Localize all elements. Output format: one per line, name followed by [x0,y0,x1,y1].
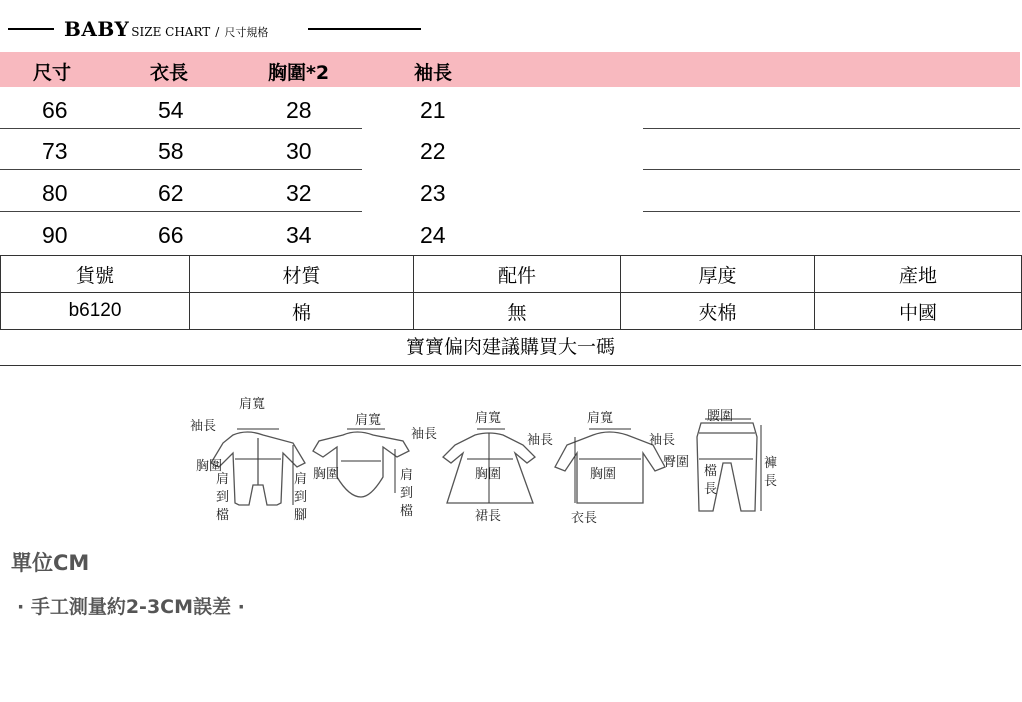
row-divider [643,128,1020,129]
pants-length-label: 褲長 [764,456,778,489]
row-divider [0,169,362,170]
title-en: SIZE CHART [131,25,211,39]
romper-sleeve-label: 袖長 [190,419,217,434]
info-accessories: 無 [414,293,621,330]
info-material: 棉 [190,293,414,330]
unit-label: 單位CM [11,551,90,575]
bodysuit-chest-label: 胸圍 [313,467,340,482]
row-divider [0,128,362,129]
row-divider [643,169,1020,170]
cell-sleeve: 24 [420,222,446,248]
product-info-table [0,255,1022,330]
row-divider [643,211,1020,212]
cell-size: 90 [42,222,68,248]
top-sleeve-label: 袖長 [649,433,676,448]
dress-skirt-label: 裙長 [475,509,502,524]
title-rule-right [308,28,421,30]
row-divider [0,211,362,212]
title-zh: 尺寸規格 [224,26,269,39]
size-advice-note: 寶寶偏肉建議購買大一碼 [0,329,1021,366]
info-header-material: 材質 [190,256,414,293]
header-size: 尺寸 [33,62,72,84]
cell-chest: 28 [286,97,312,123]
dress-chest-label: 胸圍 [475,467,502,482]
title-separator: / [215,25,220,39]
romper-chest-label: 胸圍 [196,459,223,474]
romper-shoulder-label: 肩寬 [239,397,266,412]
romper-foot-label: 肩到腳 [294,472,308,523]
romper-crotch-label: 肩到檔 [216,472,230,523]
info-thickness: 夾棉 [621,293,815,330]
cell-length: 62 [158,180,184,206]
dress-shoulder-label: 肩寬 [475,411,502,426]
cell-sleeve: 22 [420,138,446,164]
cell-chest: 30 [286,138,312,164]
size-chart-title [8,14,418,44]
cell-sleeve: 23 [420,180,446,206]
bodysuit-sleeve-label: 袖長 [411,427,438,442]
cell-size: 73 [42,138,68,164]
info-value-row [1,293,1022,330]
pants-crotch-label: 檔長 [704,464,718,497]
cell-length: 54 [158,97,184,123]
cell-sleeve: 21 [420,97,446,123]
header-length: 衣長 [150,62,189,84]
title-text [64,17,268,41]
info-header-item-no: 貨號 [1,256,190,293]
size-row [0,130,1020,170]
header-chest: 胸圍*2 [268,62,330,84]
cell-chest: 34 [286,222,312,248]
measurement-diagrams [185,393,785,538]
size-row [0,214,1020,254]
title-baby: BABY [64,17,130,41]
top-chest-label: 胸圍 [590,467,617,482]
info-item-no: b6120 [1,293,190,330]
pants-hip-label: 臀圍 [663,455,690,470]
info-header-row [1,256,1022,293]
cell-size: 80 [42,180,68,206]
cell-chest: 32 [286,180,312,206]
top-length-label: 衣長 [571,511,598,526]
cell-size: 66 [42,97,68,123]
dress-sleeve-label: 袖長 [527,433,554,448]
bodysuit-crotch-label: 肩到檔 [400,468,414,519]
info-header-accessories: 配件 [414,256,621,293]
pants-waist-label: 腰圍 [707,409,734,424]
info-header-thickness: 厚度 [621,256,815,293]
info-header-origin: 產地 [815,256,1022,293]
size-table-header [0,52,1020,87]
size-row [0,89,1020,129]
bodysuit-shoulder-label: 肩寬 [355,413,382,428]
cell-length: 58 [158,138,184,164]
title-rule-left [8,28,54,30]
info-origin: 中國 [815,293,1022,330]
top-shoulder-label: 肩寬 [587,411,614,426]
cell-length: 66 [158,222,184,248]
size-row [0,172,1020,212]
header-sleeve: 袖長 [414,62,453,84]
measurement-tolerance-note: · 手工測量約2-3CM誤差 · [17,596,245,618]
